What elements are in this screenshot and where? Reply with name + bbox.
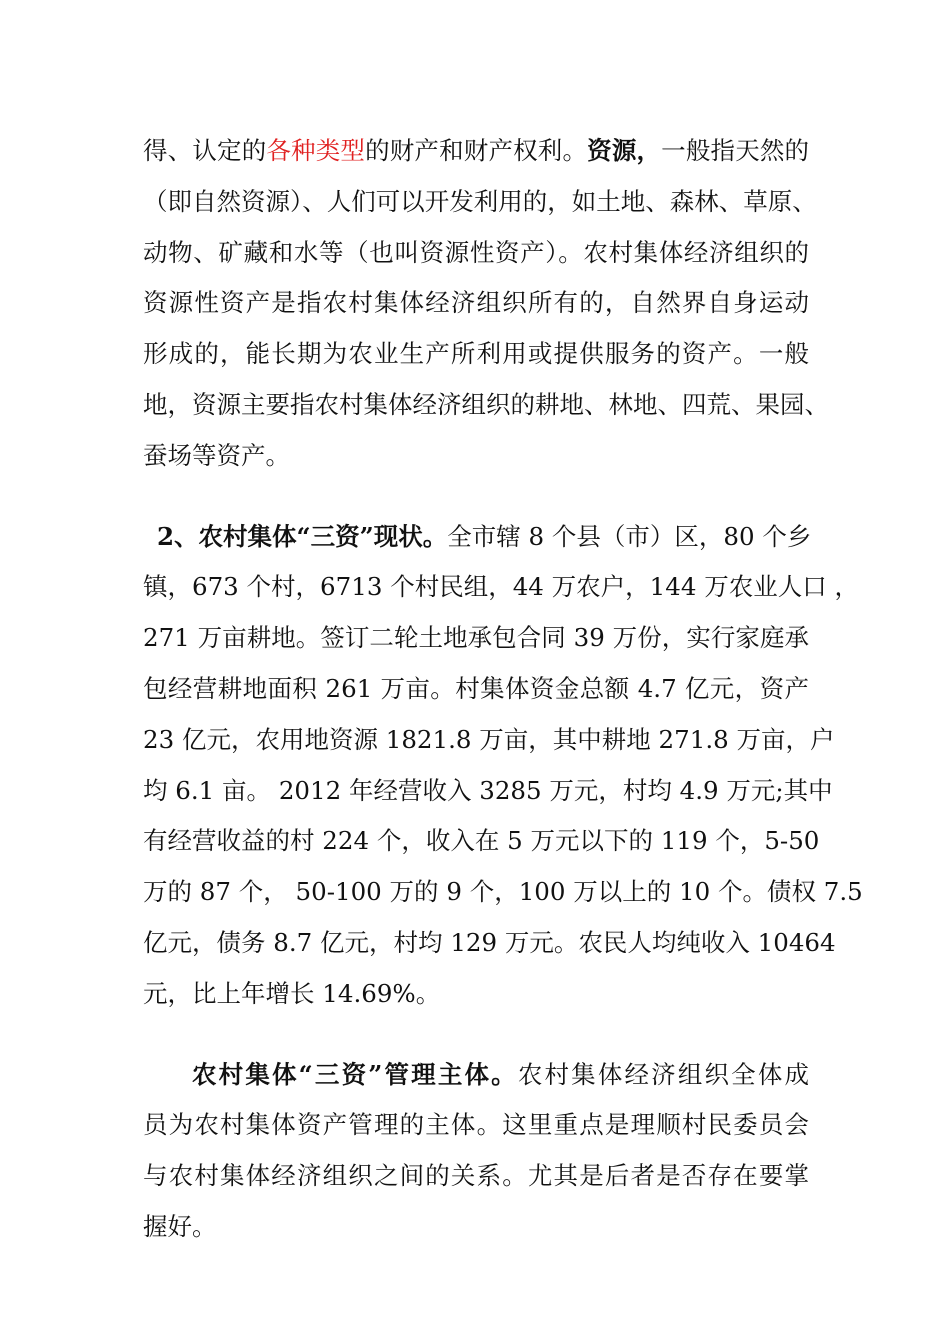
text-line: 地，资源主要指农村集体经济组织的耕地、林地、四荒、果园、 [143,389,829,419]
text-line: 动物、矿藏和水等（也叫资源性资产）。农村集体经济组织的 [143,237,809,267]
text-line: 员为农村集体资产管理的主体。这里重点是理顺村民委员会 [143,1110,809,1140]
text-run: 全市辖 8 个县（市）区，80 个乡 [447,521,812,551]
paragraph-management-subject [143,1050,809,1253]
text-line: 元，比上年增长 14.69%。 [143,978,441,1008]
text-line: 镇，673 个村，6713 个村民组，44 万农户，144 万农业人口 ， [143,572,859,602]
text-line: 有经营收益的村 224 个，收入在 5 万元以下的 119 个，5-50 [143,826,820,856]
paragraph-resources [143,126,829,482]
highlighted-text: 各种类型 [266,136,366,165]
document-page [143,126,863,1253]
text-line: 包经营耕地面积 261 万亩。村集体资金总额 4.7 亿元，资产 [143,673,809,703]
text-line [143,512,812,563]
text-line: 形成的，能长期为农业生产所利用或提供服务的资产。一般 [143,339,809,369]
bold-term: 资源， [587,136,662,165]
text-line: 与农村集体经济组织之间的关系。尤其是后者是否存在要掌 [143,1161,809,1191]
text-line: 蚕场等资产。 [143,440,290,470]
text-run: 一般指天然的 [661,136,810,165]
text-line: 资源性资产是指农村集体经济组织所有的，自然界自身运动 [143,288,809,318]
text-line: 握好。 [143,1211,217,1241]
paragraph-status [143,512,863,1020]
text-run: 得、认定的 [143,136,267,165]
text-run: 农村集体经济组织全体成 [517,1059,810,1089]
section-heading: 农村集体“三资”管理主体。 [192,1059,518,1089]
section-heading: 2、农村集体“三资”现状。 [157,521,448,551]
text-line: 亿元，债务 8.7 亿元，村均 129 万元。农民人均纯收入 10464 [143,927,836,957]
text-line: （即自然资源）、人们可以开发利用的，如土地、森林、草原、 [143,186,817,216]
text-line: 万的 87 个， 50-100 万的 9 个，100 万以上的 10 个。债权 7.5 [143,877,863,907]
text-line [143,126,809,177]
text-line [143,1050,809,1101]
text-run: 的财产和财产权利。 [365,136,588,165]
text-line: 271 万亩耕地。签订二轮土地承包合同 39 万份，实行家庭承 [143,623,809,653]
text-line: 23 亿元，农用地资源 1821.8 万亩，其中耕地 271.8 万亩，户 [143,724,835,754]
text-line: 均 6.1 亩。 2012 年经营收入 3285 万元，村均 4.9 万元;其中 [143,775,833,805]
